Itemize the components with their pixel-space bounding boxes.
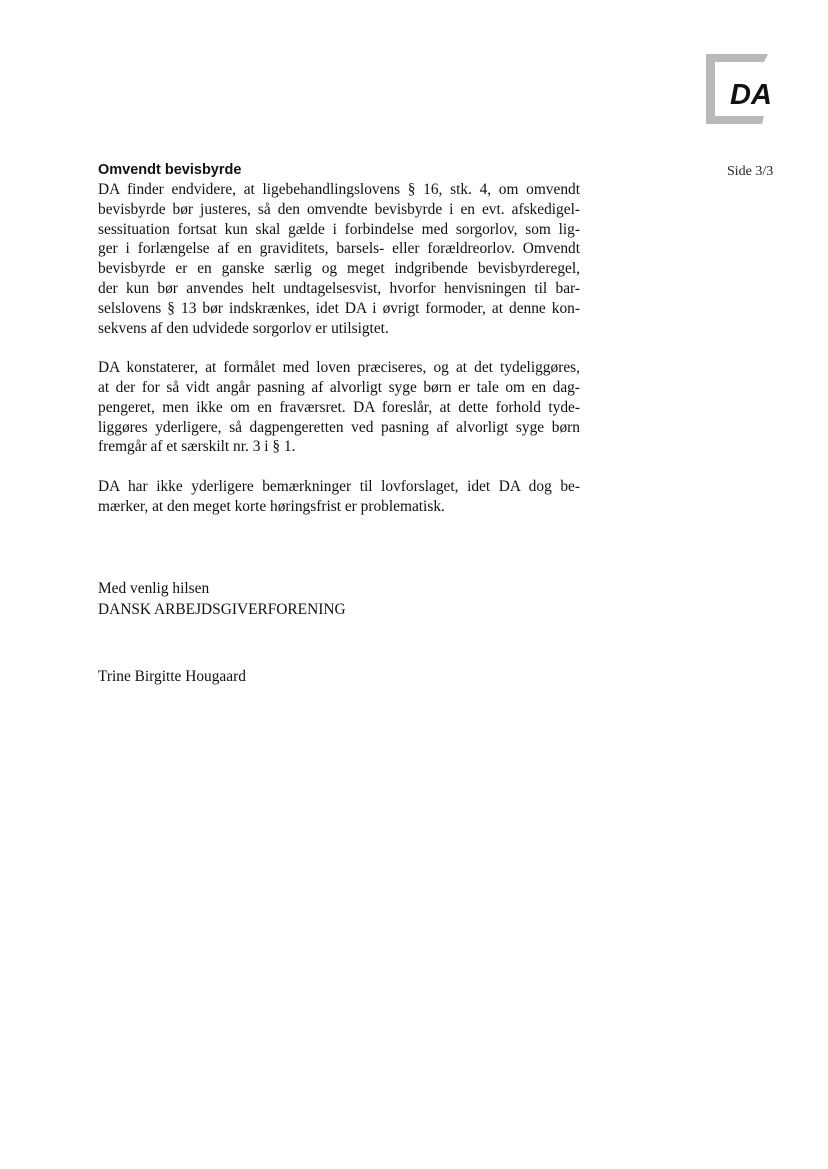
paragraph-line: bevisbyrde bør justeres, så den omvendte bevisbyrde i en evt. afskedigel- bbox=[98, 200, 580, 218]
paragraph-line: sessituation fortsat kun skal gælde i forbindelse med sorgorlov, som lig- bbox=[98, 220, 580, 238]
paragraph-line: der kun bør anvendes helt undtagelsesvist, hvorfor henvisningen til bar- bbox=[98, 279, 580, 297]
paragraph-line: fremgår af et særskilt nr. 3 i § 1. bbox=[98, 438, 296, 456]
logo-text: DA bbox=[730, 79, 772, 111]
paragraph-line: liggøres yderligere, så dagpengeretten ved pasning af alvorligt syge børn bbox=[98, 418, 580, 436]
paragraph-line: DA konstaterer, at formålet med loven præciseres, og at det tydeliggøres, bbox=[98, 359, 580, 377]
section-heading: Omvendt bevisbyrde bbox=[98, 162, 242, 178]
paragraph-line: sekvens af den udvidede sorgorlov er utilsigtet. bbox=[98, 319, 389, 337]
paragraph-line: ger i forlængelse af en graviditets, barsels- eller forældreorlov. Omvendt bbox=[98, 240, 580, 258]
paragraph-line: DA finder endvidere, at ligebehandlingslovens § 16, stk. 4, om omvendt bbox=[98, 181, 580, 198]
paragraph-line: bevisbyrde er en ganske særlig og meget indgribende bevisbyrderegel, bbox=[98, 260, 580, 278]
signatory-name: Trine Birgitte Hougaard bbox=[98, 668, 246, 685]
paragraph-bevisbyrde bbox=[98, 180, 580, 338]
greeting: Med venlig hilsen bbox=[98, 580, 210, 597]
paragraph-line: selslovens § 13 bør indskrænkes, idet DA i øvrigt formoder, at denne kon- bbox=[98, 299, 580, 317]
organization-name: DANSK ARBEJDSGIVERFORENING bbox=[98, 601, 346, 618]
paragraph-line: at der for så vidt angår pasning af alvorligt syge børn er tale om en dag- bbox=[98, 378, 580, 396]
paragraph-afslutning bbox=[98, 477, 580, 517]
paragraph-line: mærker, at den meget korte høringsfrist er problematisk. bbox=[98, 497, 445, 515]
da-logo bbox=[706, 54, 774, 126]
paragraph-line: DA har ikke yderligere bemærkninger til lovforslaget, idet DA dog be- bbox=[98, 477, 580, 495]
closing-block bbox=[98, 578, 346, 620]
letter-body bbox=[98, 160, 580, 517]
page-number: Side 3/3 bbox=[727, 164, 774, 179]
paragraph-line: pengeret, men ikke om en fraværsret. DA foreslår, at dette forhold tyde- bbox=[98, 398, 580, 416]
paragraph-formaal bbox=[98, 358, 580, 457]
